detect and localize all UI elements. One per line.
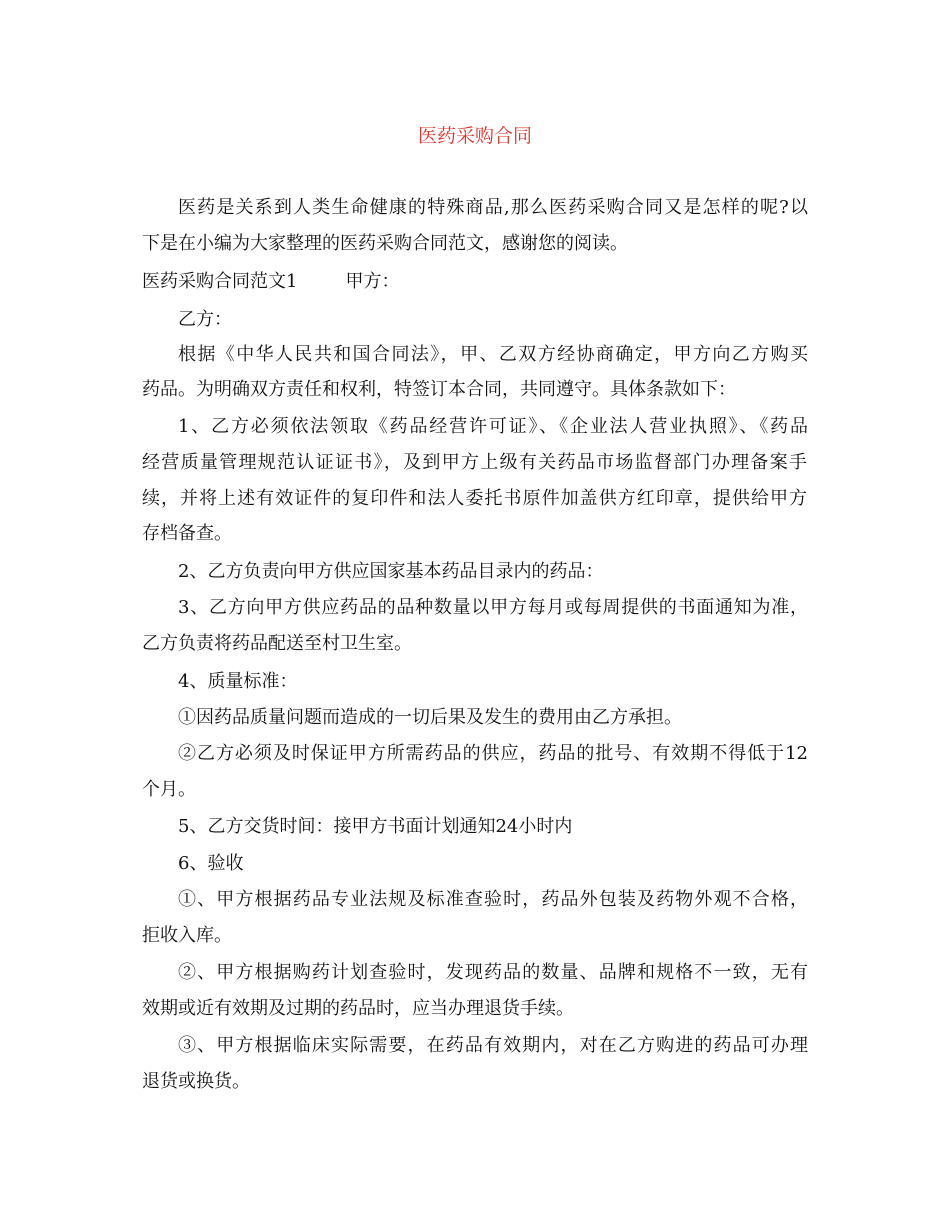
clause4-item-2-line-1: ②乙方必须及时保证甲方所需药品的供应，药品的批号、有效期不得低于12 xyxy=(178,743,808,764)
clause6-item-2-line-1: ②、甲方根据购药计划查验时，发现药品的数量、品牌和规格不一致，无有 xyxy=(178,962,808,983)
clause2: 2、乙方负责向甲方供应国家基本药品目录内的药品： xyxy=(178,561,604,582)
sample-heading-line xyxy=(142,270,807,294)
clause6-item-1-line-1: ①、甲方根据药品专业法规及标准查验时，药品外包装及药物外观不合格， xyxy=(178,889,808,910)
basis-line-2: 药品。为明确双方责任和权利，特签订本合同，共同遵守。具体条款如下： xyxy=(142,379,736,400)
party-a-label: 甲方： xyxy=(345,271,400,292)
clause4: 4、质量标准： xyxy=(178,671,298,692)
clause6-item-1-line-2: 拒收入库。 xyxy=(142,925,232,946)
clause3-line-1: 3、乙方向甲方供应药品的品种数量以甲方每月或每周提供的书面通知为准， xyxy=(178,597,808,618)
sample-heading: 医药采购合同范文1 xyxy=(142,271,298,292)
clause6-item-3-line-2: 退货或换货。 xyxy=(142,1071,250,1092)
basis-line-1: 根据《中华人民共和国合同法》，甲、乙双方经协商确定，甲方向乙方购买 xyxy=(178,344,808,365)
clause4-item-2-line-2: 个月。 xyxy=(142,779,196,800)
intro-line-1: 医药是关系到人类生命健康的特殊商品,那么医药采购合同又是怎样的呢?以 xyxy=(178,197,808,218)
clause1-line-3: 续，并将上述有效证件的复印件和法人委托书原件加盖供方红印章，提供给甲方 xyxy=(142,488,807,509)
clause6-item-2-line-2: 效期或近有效期及过期的药品时，应当办理退货手续。 xyxy=(142,998,574,1019)
clause1-line-4: 存档备查。 xyxy=(142,523,232,544)
clause4-item-1: ①因药品质量问题而造成的一切后果及发生的费用由乙方承担。 xyxy=(178,707,682,728)
party-b-label: 乙方： xyxy=(178,309,232,330)
clause1-line-2: 经营质量管理规范认证证书》，及到甲方上级有关药品市场监督部门办理备案手 xyxy=(142,452,807,473)
clause6: 6、验收 xyxy=(178,853,244,874)
clause1-line-1: 1、乙方必须依法领取《药品经营许可证》、《企业法人营业执照》、《药品 xyxy=(178,416,808,437)
clause5: 5、乙方交货时间：接甲方书面计划通知24小时内 xyxy=(178,816,573,837)
clause3-line-2: 乙方负责将药品配送至村卫生室。 xyxy=(142,633,412,654)
intro-line-2: 下是在小编为大家整理的医药采购合同范文，感谢您的阅读。 xyxy=(142,233,628,254)
clause6-item-3-line-1: ③、甲方根据临床实际需要，在药品有效期内，对在乙方购进的药品可办理 xyxy=(178,1035,808,1056)
document-title: 医药采购合同 xyxy=(417,125,532,147)
